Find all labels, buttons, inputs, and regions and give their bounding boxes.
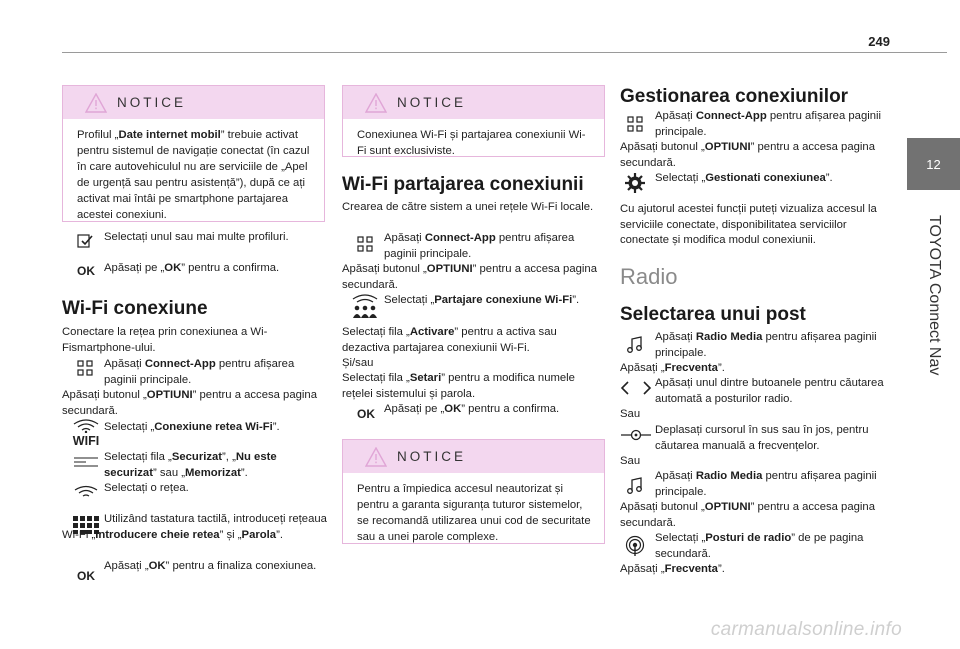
wifi-intro-text: Conectare la rețea prin conexiunea a Wi-Fismartphone-ului. [62, 326, 268, 354]
select-tab-text: Selectați fila „Securizat”, „Nu este securizat” sau „Memorizat”. [104, 451, 277, 479]
ok-finish-icon: OK [77, 569, 95, 583]
connect-app-text: Apăsați Connect-App pentru afișarea paginii principale. [104, 358, 295, 386]
press-frequency-text: Apăsați „Frecventa”. [620, 362, 725, 374]
notice-box-security [342, 439, 605, 544]
notice-box-mobile-data [62, 85, 325, 222]
keyboard-input-text: Utilizând tastatura tactilă, introduceți rețeaua Wi-Fi „Introducere cheie retea” și „Parola”. [62, 513, 327, 541]
or-text: Sau [620, 408, 641, 420]
connect-app-text: Apăsați Connect-App pentru afișarea paginii principale. [655, 110, 882, 138]
options-text-2: Apăsați butonul „OPTIUNI” pentru a accesa pagina secundară. [620, 501, 875, 529]
radio-media-text-2: Apăsați Radio Media pentru afișarea paginii principale. [655, 470, 877, 498]
radio-media-text: Apăsați Radio Media pentru afișarea paginii principale. [655, 331, 877, 359]
chapter-side-label [912, 215, 956, 465]
options-text: Apăsați butonul „OPTIUNI” pentru a accesa pagina secundară. [620, 141, 875, 169]
ok-icon: OK [77, 264, 95, 278]
notice-header [343, 440, 604, 473]
select-network-text: Selectați o rețea. [104, 482, 189, 494]
radio-stations-text: Selectați „Posturi de radio” de pe pagina secundară. [655, 532, 864, 560]
notice-text: Pentru a împiedica accesul neautorizat și pentru a garanta siguranța tuturor sistemelor, se recomandă utilizarea unui cod de securitate sau a unei parole complexe. [357, 483, 591, 543]
select-sharing-text: Selectați „Partajare conexiune Wi-Fi”. [384, 294, 580, 306]
wifi-sharing-heading: Wi-Fi partajarea conexiunii [342, 174, 584, 195]
warning-icon [365, 93, 387, 113]
notice-header [63, 86, 324, 119]
notice-box-exclusive [342, 85, 605, 157]
or-text: Sau [620, 455, 641, 467]
finish-connection-text: Apăsați „OK” pentru a finaliza conexiunea. [104, 560, 317, 572]
warning-icon [85, 93, 107, 113]
manual-search-text: Deplasați cursorul în sus sau în jos, pentru căutarea manuală a frecvențelor. [655, 424, 869, 452]
options-text: Apăsați butonul „OPTIUNI” pentru a accesa pagina secundară. [62, 389, 317, 417]
page-number: 249 [868, 34, 890, 49]
notice-header [343, 86, 604, 119]
wifi-connection-heading: Wi-Fi conexiune [62, 298, 208, 319]
press-ok-text: Apăsați pe „OK” pentru a confirma. [384, 403, 560, 415]
notice-text: Profilul „Date internet mobil” trebuie activat pentru sistemul de navigație conectat (în cazul în care autovehiculul nu are serviciile de „Apel de urgență sau pentru asistență”), după ce ați activat mai întâi pe smartphone partajarea acestei conexiuni. [77, 129, 310, 221]
watermark: carmanualsonline.info [710, 619, 902, 640]
select-wifi-connection-text: Selectați „Conexiune retea Wi-Fi”. [104, 421, 280, 433]
auto-search-text: Apăsați unul dintre butoanele pentru căutarea automată a posturilor radio. [655, 377, 884, 405]
settings-tab-text: Selectați fila „Setari” pentru a modifica numele rețelei sistemului și parola. [342, 372, 575, 400]
sharing-intro-text: Crearea de către sistem a unei rețele Wi-Fi locale. [342, 201, 594, 213]
manage-description-text: Cu ajutorul acestei funcții puteți vizualiza accesul la serviciile conectate, disponibilitatea serviciilor conectate și modifica modul conexiunii. [620, 203, 877, 246]
chapter-title: TOYOTA Connect Nav [926, 215, 943, 376]
connect-app-text: Apăsați Connect-App pentru afișarea paginii principale. [384, 232, 575, 260]
press-frequency-text-2: Apăsați „Frecventa”. [620, 563, 725, 575]
notice-title: NOTICE [117, 95, 187, 110]
options-text: Apăsați butonul „OPTIUNI” pentru a accesa pagina secundară. [342, 263, 597, 291]
manage-connections-heading: Gestionarea conexiunilor [620, 86, 849, 107]
chapter-number: 12 [926, 156, 941, 172]
notice-title: NOTICE [397, 449, 467, 464]
notice-title: NOTICE [397, 95, 467, 110]
wifi-label-icon: WIFI [72, 434, 100, 448]
select-station-heading: Selectarea unui post [620, 304, 806, 325]
select-manage-text: Selectați „Gestionati conexiunea”. [655, 172, 833, 184]
activate-tab-text: Selectați fila „Activare” pentru a activa sau dezactiva partajarea conexiunii Wi-Fi. [342, 326, 557, 354]
radio-heading: Radio [620, 264, 678, 289]
and-or-text: Și/sau [342, 357, 374, 369]
warning-icon [365, 447, 387, 467]
header-rule [62, 52, 947, 53]
ok-icon: OK [357, 407, 375, 421]
press-ok-text: Apăsați pe „OK” pentru a confirma. [104, 262, 280, 274]
notice-text: Conexiunea Wi-Fi și partajarea conexiunii Wi-Fi sunt exclusiviste. [357, 129, 586, 157]
select-profiles-text: Selectați unul sau mai multe profiluri. [104, 231, 289, 243]
chapter-tab [907, 138, 960, 190]
